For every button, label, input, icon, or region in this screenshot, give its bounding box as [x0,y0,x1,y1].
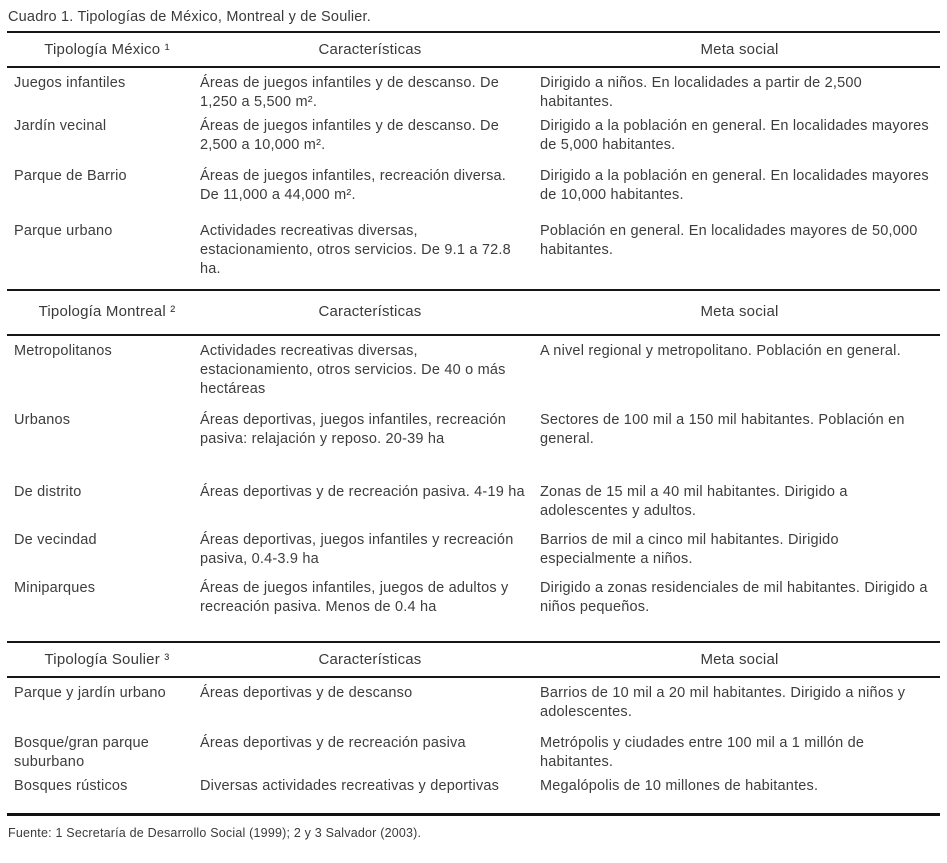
column-header-tipologia-mexico: Tipología México ¹ [44,41,170,58]
cell-meta-social: Megalópolis de 10 millones de habitantes. [540,778,819,794]
table-row [6,734,941,772]
section-body-montreal [6,336,941,617]
cell-tipologia: Bosques rústicos [14,778,128,794]
table-row [6,531,941,569]
cell-tipologia: Parque urbano [14,223,113,239]
column-header-tipologia-montreal: Tipología Montreal ² [38,303,176,320]
cell-caracteristicas: Áreas deportivas, juegos infantiles y recreación pasiva, 0.4-3.9 ha [200,532,514,567]
cell-meta-social: Dirigido a zonas residenciales de mil habitantes. Dirigido a niños pequeños. [540,580,928,615]
cell-meta-social: Dirigido a la población en general. En localidades mayores de 10,000 habitantes. [540,168,929,203]
cell-tipologia: Miniparques [14,580,96,596]
section-header-mexico [6,33,941,66]
table-row [6,777,941,796]
cell-meta-social: Sectores de 100 mil a 150 mil habitantes. Población en general. [540,412,905,447]
table-row [6,74,941,112]
table-row [6,579,941,617]
cell-meta-social: Dirigido a niños. En localidades a partir de 2,500 habitantes. [540,75,862,110]
column-header-caracteristicas: Características [318,651,422,668]
column-header-meta-social: Meta social [700,651,779,668]
cell-meta-social: Zonas de 15 mil a 40 mil habitantes. Dirigido a adolescentes y adultos. [540,484,848,519]
cell-meta-social: Barrios de mil a cinco mil habitantes. Dirigido especialmente a niños. [540,532,839,567]
table-row [6,684,941,722]
table-row [6,117,941,155]
cell-caracteristicas: Áreas deportivas y de recreación pasiva. 4-19 ha [200,484,525,500]
table-row [6,342,941,399]
cell-tipologia: Parque y jardín urbano [14,685,166,701]
table-title: Cuadro 1. Tipologías de México, Montreal y de Soulier. [8,9,372,25]
table-row [6,411,941,449]
cell-caracteristicas: Áreas deportivas y de recreación pasiva [200,735,466,751]
column-header-caracteristicas: Características [318,41,422,58]
table-row [6,167,941,205]
cell-caracteristicas: Áreas deportivas y de descanso [200,685,413,701]
section-header-soulier [6,643,941,676]
column-header-meta-social: Meta social [700,41,779,58]
cell-tipologia: Metropolitanos [14,343,112,359]
cell-tipologia: De distrito [14,484,82,500]
section-header-montreal [6,291,941,334]
cell-meta-social: Barrios de 10 mil a 20 mil habitantes. Dirigido a niños y adolescentes. [540,685,906,720]
section-body-soulier [6,678,941,796]
cell-caracteristicas: Áreas de juegos infantiles y de descanso. De 1,250 a 5,500 m². [200,75,499,110]
cell-meta-social: Dirigido a la población en general. En localidades mayores de 5,000 habitantes. [540,118,929,153]
cell-tipologia: De vecindad [14,532,97,548]
table-row [6,483,941,521]
cell-caracteristicas: Áreas deportivas, juegos infantiles, recreación pasiva: relajación y reposo. 20-39 ha [200,412,507,447]
column-header-caracteristicas: Características [318,303,422,320]
cell-tipologia: Parque de Barrio [14,168,127,184]
cell-meta-social: Metrópolis y ciudades entre 100 mil a 1 millón de habitantes. [540,735,865,770]
section-body-mexico [6,68,941,279]
cell-tipologia: Urbanos [14,412,71,428]
cell-caracteristicas: Diversas actividades recreativas y deportivas [200,778,500,794]
source-note: Fuente: 1 Secretaría de Desarrollo Social (1999); 2 y 3 Salvador (2003). [8,826,422,840]
cell-tipologia: Bosque/gran parque suburbano [14,735,150,770]
cell-tipologia: Juegos infantiles [14,75,126,91]
table-row [6,222,941,279]
cell-caracteristicas: Actividades recreativas diversas, estacionamiento, otros servicios. De 40 o más hectáreas [200,343,506,397]
column-header-tipologia-soulier: Tipología Soulier ³ [44,651,170,668]
cell-meta-social: Población en general. En localidades mayores de 50,000 habitantes. [540,223,918,258]
cell-caracteristicas: Áreas de juegos infantiles y de descanso. De 2,500 a 10,000 m². [200,118,499,153]
cell-meta-social: A nivel regional y metropolitano. Población en general. [540,343,901,359]
cell-tipologia: Jardín vecinal [14,118,107,134]
cell-caracteristicas: Áreas de juegos infantiles, juegos de adultos y recreación pasiva. Menos de 0.4 ha [200,580,509,615]
cell-caracteristicas: Áreas de juegos infantiles, recreación diversa. De 11,000 a 44,000 m². [200,168,507,203]
cell-caracteristicas: Actividades recreativas diversas, estacionamiento, otros servicios. De 9.1 a 72.8 ha. [200,223,511,277]
column-header-meta-social: Meta social [700,303,779,320]
